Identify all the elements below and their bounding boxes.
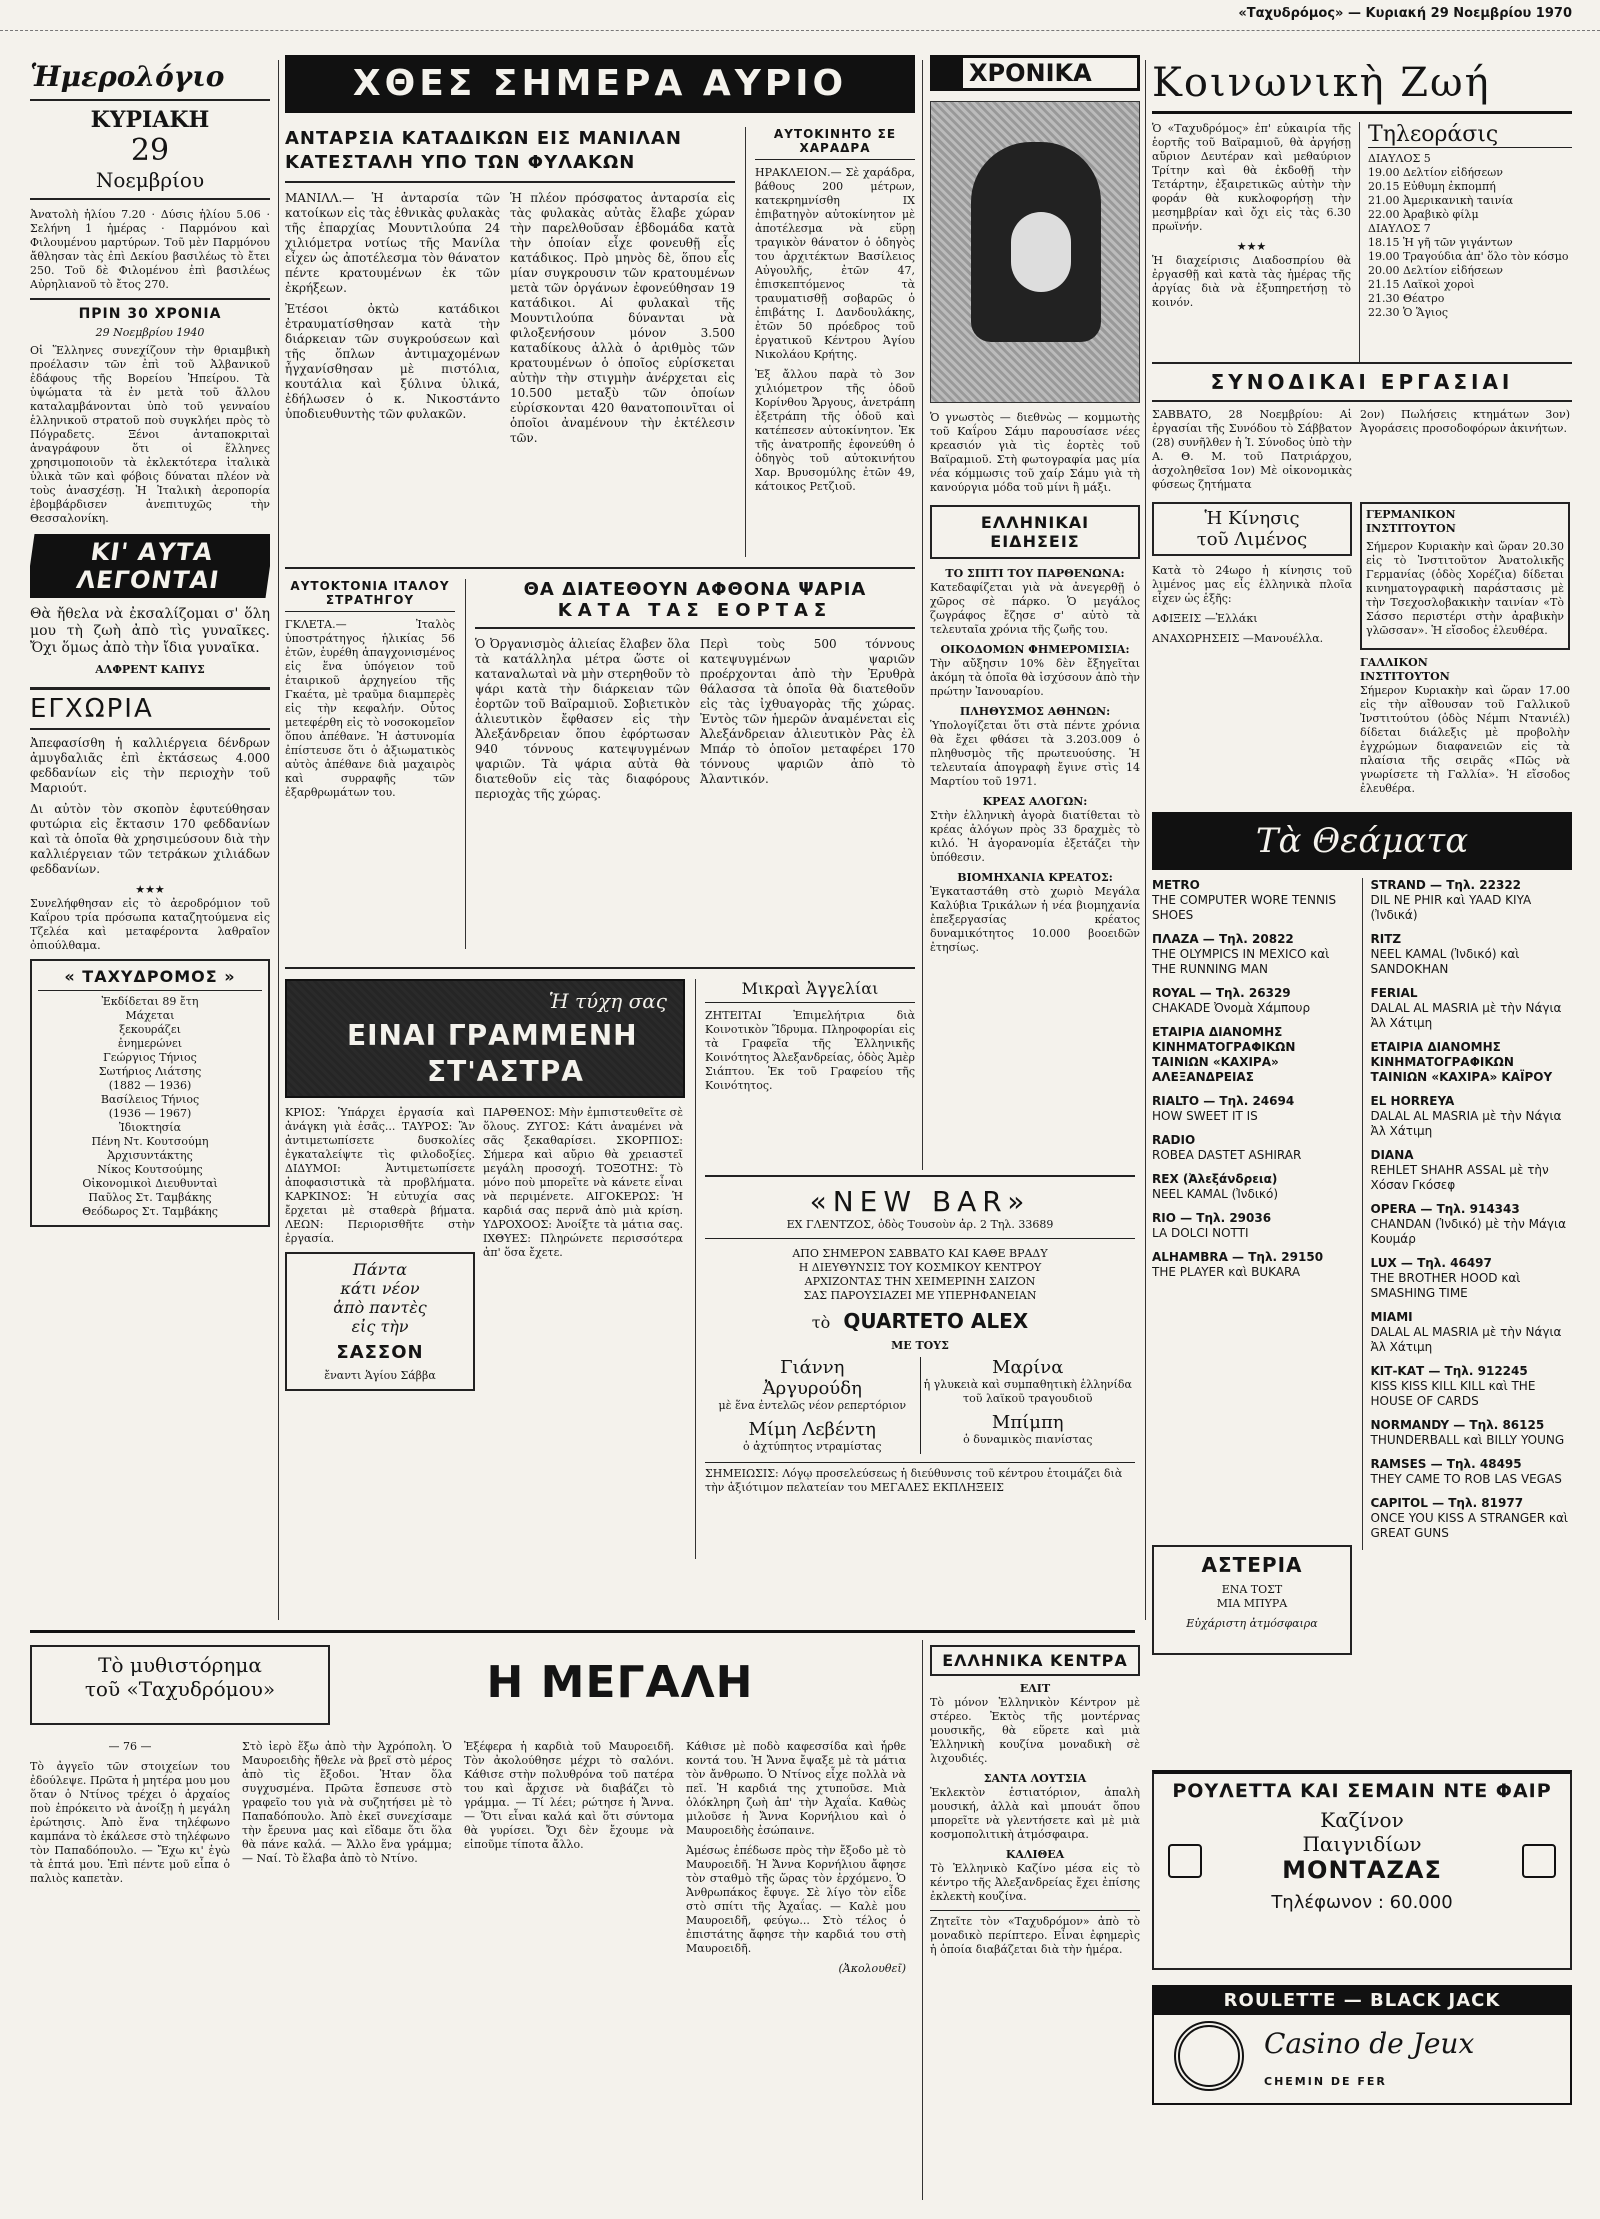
artist-4: Μπίμπη [991, 1412, 1064, 1433]
psaria-title-2: ΚΑΤΑ ΤΑΣ ΕΟΡΤΑΣ [475, 600, 915, 629]
film-title: DALAL AL MASRIA μὲ τὴν Νάγια Ἀλ Χάτιμη [1370, 1109, 1562, 1138]
germaniko-title-1: ΓΕΡΜΑΝΙΚΟΝ [1366, 508, 1456, 521]
artist-2: Μαρίνα [992, 1357, 1064, 1378]
serial-para-1: Τὸ ἀγγεῖο τῶν στοιχείων του ἐδούλεψε. Πρῶτα ἡ μητέρα μου μου ὅταν ὁ Ντίνος τρέχει ὁ ἀρχαίος ποὺ ἐπρόκειτο νὰ ἀνοίξῃ ἡ μεγάλη ἐρώτησις. Ἀπὸ ἕνα τηλέφωνο καμπάνα τὸ ἐκάλεσε στὸ τηλέφωνο τὸν Παπαδόπουλο. — Ἔχω κι' ἐγὼ τὰ ἑπτά μου. Ἐπὶ πέντε μοῦ εἶπα ὁ παλιὸς καπετὰν. [30, 1760, 230, 1885]
cinema-name: CAPITOL — Τηλ. 81977 [1370, 1496, 1524, 1510]
roulette-wheel-icon [1174, 2021, 1244, 2091]
taxydromos-title: « ΤΑΧΥΔΡΟΜΟΣ » [38, 967, 262, 991]
artist-1-desc: μὲ ἕνα ἐντελῶς νέον ρεπερτόριον [718, 1399, 907, 1412]
theamata-banner [1152, 812, 1572, 870]
credit-line: Ἀρχισυντάκτης [107, 1149, 193, 1162]
artist-3: Μίμη Λεβέντη [748, 1419, 876, 1440]
cinema-listing [1371, 1457, 1573, 1487]
egxoria-body-2: Δι αὐτὸν τὸν σκοπὸν ἐφυτεύθησαν φυτώρια εἰς ἔκτασιν 170 φεδδανίων καὶ τὰ ὁποῖα θὰ χρησιμεύσουν διὰ τὴν καλλιέργειαν τῶν τετράκων χιλιάδων φεδδανίων. [30, 802, 270, 876]
cinema-listing [1371, 1418, 1573, 1448]
horoscope [285, 979, 685, 1391]
cinema-name: RITZ [1370, 932, 1402, 946]
cinema-name: LUX — Τηλ. 46497 [1370, 1256, 1492, 1270]
serial-signature: (Ἀκολουθεῖ) [838, 1962, 906, 1975]
newbar-title: «NEW BAR» [809, 1185, 1031, 1218]
cinema-listing [1152, 1250, 1354, 1280]
cinema-listing [1371, 1040, 1573, 1085]
serial-number: — 76 — [108, 1740, 152, 1753]
taxydromos-credits [38, 995, 262, 1219]
newbar-note: ΣΗΜΕΙΩΣΙΣ: Λόγῳ προσελεύσεως ἡ διεύθυνσις τοῦ κέντρου ἑτοιμάζει διὰ τὴν ἀξιότιμον πελατείαν του ΜΕΓΑΛΕΣ ΕΚΠΛΗΞΕΙΣ [705, 1462, 1135, 1495]
tv-listing-line: ΔΙΑΥΛΟΣ 5 [1368, 152, 1431, 165]
roulette-casino-name: Casino de Jeux [1264, 2027, 1475, 2060]
day-name: ΚΥΡΙΑΚΗ [90, 107, 210, 133]
asteria-line-1: ΕΝΑ ΤΟΣΤ [1221, 1583, 1283, 1596]
cinema-name: RADIO [1152, 1133, 1196, 1147]
germaniko-body: Σήμερον Κυριακὴν καὶ ὥραν 20.30 εἰς τὸ Ἰνστιτοῦτον Ἀνατολικῆς Γερμανίας (ὁδὸς Χορέζια) δίδεται κινηματογραφικὴ παράστασις μὲ τὴν Τσεχοσλοβακικὴν ταινίαν «Τὸ Σάσσο περιστέρι στὴν ἀραβικὴν γλῶσσαν». Ἡ εἴσοδος ἐλευθέρα. [1366, 540, 1564, 637]
film-title: THE OLYMPICS IN MEXICO καὶ THE RUNNING MAN [1152, 947, 1330, 976]
serial-title: Η ΜΕΓΑΛΗ [486, 1657, 754, 1708]
horoscope-banner [285, 979, 685, 1098]
film-title: NEEL KAMAL (Ἰνδικό) [1152, 1187, 1279, 1201]
column-1 [30, 55, 270, 1620]
column-4 [1152, 55, 1572, 1620]
roulette-ad [1152, 1985, 1572, 2105]
horoscope-banner-2: ΕΙΝΑΙ ΓΡΑΜΜΕΝΗ [347, 1019, 638, 1052]
psaria-para-1: Ὁ Ὀργανισμὸς ἁλιείας ἔλαβεν ὅλα τὰ κατάλληλα μέτρα ὥστε οἱ καταναλωταὶ νὰ μὴν στερηθοῦν τὸ ψάρι κατὰ τὴν διάρκειαν τῶν ἑορτῶν τοῦ Βαϊραμιοῦ. Σοβιετικὸν ἁλιευτικὸν ἔφθασεν εἰς τὴν Ἀλεξάνδρειαν ὅπου ἐφόρτωσαν 940 τόννους κατεψυγμένων ψαριῶν. Τὰ ψάρια αὐτὰ θὰ διατεθοῦν εἰς τὰς διαφόρους περιοχὰς τῆς χώρας. [475, 637, 690, 801]
newbar-line-2: Η ΔΙΕΥΘΥΝΣΙΣ ΤΟΥ ΚΟΣΜΙΚΟΥ ΚΕΝΤΡΟΥ [798, 1261, 1042, 1274]
cinema-listing [1371, 986, 1573, 1031]
santa-head: ΣΑΝΤΑ ΛΟΥΤΣΙΑ [983, 1772, 1087, 1785]
cinema-listing [1152, 878, 1354, 923]
aggelies-title: Μικραὶ Ἀγγελίαι [705, 979, 915, 1003]
kentra-title: ΕΛΛΗΝΙΚΑ ΚΕΝΤΡΑ [930, 1645, 1140, 1676]
mikres-aggelies [705, 979, 915, 1099]
cinema-listing [1371, 1364, 1573, 1409]
hmerologio-logo: Ἡμερολόγιο [30, 55, 270, 101]
antarsia-para-2: Ἐτέσοι ὀκτὼ κατάδικοι ἐτραυματίσθησαν κατὰ τὴν διάρκειαν τῶν συγκρούσεων καὶ τῆς ὅπλων ἀντιμαχομένων ἦγχανίσθησαν μὲ πιστόλια, κουτάλια καὶ ξύλινα ὑλικά, ἐδήλωσεν ὁ κ. Νικοστάντο ὑποδιευθυντὴς τῶν φυλακῶν. [285, 302, 500, 421]
film-title: CHAKADE Ὀνομὰ Χάμπουρ [1152, 1001, 1311, 1015]
sasson-line-4: εἰς τὴν [351, 1317, 409, 1336]
artist-1-surname: Ἀργυρούδη [762, 1378, 862, 1399]
casino-line-3: ΜΟΝΤΑΖΑΣ [1282, 1856, 1442, 1884]
news-4-head: ΚΡΕΑΣ ΑΛΟΓΩΝ: [982, 795, 1088, 808]
cinema-name: RIO — Τηλ. 29036 [1152, 1211, 1272, 1225]
cinema-name: RIALTO — Τηλ. 24694 [1152, 1094, 1295, 1108]
horoscope-banner-3: ΣΤ'ΑΣΤΡΑ [427, 1055, 584, 1088]
sasson-ad [285, 1252, 475, 1391]
cinema-listing [1371, 1496, 1573, 1541]
credit-line: ξεκουράζει [119, 1023, 181, 1036]
newbar-me: ΜΕ ΤΟΥΣ [891, 1339, 949, 1352]
psaria-para-2: Περὶ τοὺς 500 τόννους κατεψυγμένων ψαριῶν προέρχονται ἀπὸ τὴν Ἐρυθρὰ θάλασσα τὰ ὁποῖα θὰ διατεθοῦν εἰς τὰς ἰχθυαγορὰς τῆς χώρας. Ἐντὸς τῶν ἡμερῶν ἀναμένεται εἰς Ἀλεξάνδρειαν ἁλιευτικὸν Ρὰς ἐλ Μπάρ τὸ ὁποῖον μεταφέρει 170 τόννους ψαριῶν ἀπὸ τὸ Ἀλαντικόν. [700, 637, 915, 786]
newbar-line-4: ΣΑΣ ΠΑΡΟΥΣΙΑΖΕΙ ΜΕ ΥΠΕΡΗΦΑΝΕΙΑΝ [803, 1289, 1037, 1302]
kiauta-body: Θὰ ἤθελα νὰ ἐκσαλίζομαι σ' ὅλη μου τὴ ζωὴ ἀπὸ τὶς γυναῖκες. Ὄχι ὅμως ἀπὸ τὴν ἴδια γυναῖκα. [30, 606, 270, 656]
zhteite: Ζητεῖτε τὸν «Ταχυδρόμον» ἀπὸ τὸ μοναδικὸ περίπτερο. Εἶναι ἐφημερὶς ἡ ὁποία διαβάζεται διὰ τὴν ἡμέρα. [930, 1910, 1140, 1957]
egxoria-stars: ★★★ [135, 883, 165, 896]
film-title: DALAL AL MASRIA μὲ τὴν Νάγια Ἀλ Χάτιμη [1370, 1001, 1562, 1030]
artist-3-desc: ὁ ἀχτύπητος ντραμίστας [743, 1440, 882, 1453]
cinema-listing [1152, 1094, 1354, 1124]
kiauta-heading [30, 534, 270, 598]
xthes-banner [285, 55, 915, 113]
serial-body [30, 1740, 930, 2200]
film-title: THUNDERBALL καὶ BILLY YOUNG [1370, 1433, 1565, 1447]
kiauta-title-1: ΚΙ' ΑΥΤΑ [88, 538, 215, 566]
news-5-head: ΒΙΟΜΗΧΑΝΙΑ ΚΡΕΑΤΟΣ: [957, 871, 1113, 884]
taxydromos-box [30, 959, 270, 1227]
horoscope-col-2: ΠΑΡΘΕΝΟΣ: Μὴν ἐμπιστευθεῖτε σὲ ὅλους. ΖΥΓΟΣ: Κάτι ἀναμένει νὰ σᾶς ξεκαθαρίσει. ΣΚΟΡΠΙΟΣ: Σήμερα καὶ αὔριο θὰ χρειαστεῖ μεγάλη προσοχή. ΤΟΞΟΤΗΣ: Τὸ μόνο ποὺ μπορεῖτε νὰ κάνετε εἶναι νὰ περιμένετε. ΑΙΓΟΚΕΡΩΣ: Ἡ καρδιά σας περνᾶ ἀπὸ μιὰ κρίση. ΥΔΡΟΧΟΟΣ: Ἀνοίξτε τὰ μάτια σας. ΙΧΘΥΕΣ: Πληρώνετε περισσότερα ἀπ' ὅσα ἔχετε. [483, 1106, 683, 1259]
egxoria-title: ΕΓΧΩΡΙΑ [30, 694, 154, 724]
film-title: LA DOLCI NOTTI [1152, 1226, 1249, 1240]
serial-para-3: Ἐξέφερα ἡ καρδιὰ τοῦ Μαυροειδῆ. Τὸν ἀκολούθησε μέχρι τὸ σαλόνι. Κάθισε στὴν πολυθρόνα τοῦ πατέρα του καὶ ἄρχισε νὰ διαβάζει τὸ γράμμα. — Τί λέει; ρώτησε ἡ Ἄννα. — Ὅτι εἶναι καλά καὶ ὅτι σύντομα θὰ γυρίσει. Ὄχι δὲν ἔχουμε νὰ εἰποῦμε τίποτα ἄλλο. [464, 1740, 674, 1851]
kiauta-title-2: ΛΕΓΟΝΤΑΙ [74, 566, 222, 594]
prin-date: 29 Νοεμβρίου 1940 [95, 326, 205, 339]
banner-text: ΧΘΕΣ ΣΗΜΕΡΑ ΑΥΡΙΟ [352, 63, 848, 104]
column-divider [465, 579, 466, 949]
cinema-listing [1371, 1148, 1573, 1193]
article-antarsia [285, 127, 735, 452]
casino-line-2: Παιγνιδίων [1302, 1832, 1422, 1856]
horoscope-col-1: ΚΡΙΟΣ: Ὑπάρχει ἐργασία καὶ ἀνάγκη γιὰ ἐσᾶς... ΤΑΥΡΟΣ: Ἂν ἀντιμετωπίσετε δυσκολίες ἐγκαταλείψτε τὶς φιλοδοξίες. ΔΙΔΥΜΟΙ: Ἀντιμετωπίσετε ἀποφασιστικὰ τὰ προβλήματα. ΚΑΡΚΙΝΟΣ: Ἡ εὐτυχία σας ἔρχεται μὲ σταθερὰ βήματα. ΛΕΩΝ: Περιορισθῆτε στὴν ἐργασία. [285, 1106, 475, 1245]
film-title: KISS KISS KILL KILL καὶ THE HOUSE OF CARDS [1370, 1379, 1536, 1408]
aggelies-body: ΖΗΤΕΙΤΑΙ Ἐπιμελήτρια διὰ Κοινοτικὸν Ἵδρυμα. Πληροφορίαι εἰς τὰ Γραφεῖα τῆς Ἑλληνικῆς Κοινότητος Ἀλεξανδρείας, ὁδὸς Ἀμὲρ Σιάπτου. Ἐκ τοῦ Γραφείου τῆς Κοινότητος. [705, 1009, 915, 1092]
ellinikai-title-1: ΕΛΛΗΝΙΚΑΙ [980, 513, 1090, 532]
film-title: ONCE YOU KISS A STRANGER καὶ GREAT GUNS [1370, 1511, 1568, 1540]
column-divider [695, 979, 696, 1559]
germaniko-title-2: ΙΝΣΤΙΤΟΥΤΟΝ [1366, 522, 1456, 535]
kinisis-body: Κατὰ τὸ 24ωρο ἡ κίνησις τοῦ λιμένος μας εἶς ἑλληνικὰ πλοῖα εἶχεν ὡς ἑξῆς: [1152, 564, 1352, 605]
tv-listing-line: 20.00 Δελτίον εἰδήσεων [1368, 264, 1503, 277]
serial-para-2: Στὸ ἱερὸ ἕξω ἀπὸ τὴν Ἀχρόπολη. Ὁ Μαυροειδὴς ἤθελε νὰ βρεῖ στὸ μέρος ἀπὸ τὶς ἔξοδοι. Ἡταν ὅλα συγχυσμένα. Πρῶτα ἔσπευσε στὸ γραφεῖο του γιὰ νὰ συζητήσει μὲ τὸ Παπαδόπουλο. Ἀπὸ ἐκεῖ συνεχίσαμε τὴν ἔρευνα μας καὶ εἴδαμε ὅτι ὅλα θὰ πάνε καλά. — Ἄλλο ἕνα γράμμα; — Ναί. Τὸ ἔλαβα ἀπὸ τὸ Ντίνο. [242, 1740, 452, 1865]
article-row-1 [285, 127, 915, 567]
antarsia-para-3: Ἡ πλέον πρόσφατος ἀνταρσία εἰς τὰς φυλακὰς αὐτὰς ἔλαβε χώραν τὴν παρελθοῦσαν ἑβδομάδα κατὰ τὴν ὁποίαν εἶχε φονευθῇ εἷς κατάδικος. Πρὸ μηνὸς δὲ, ὅπου εἷς μίαν συγκρουσιν τῶν κρατουμένων μετὰ τῶν ὀργάνων ἐφονεύθησαν 19 κατάδικοι. Αἱ φυλακαὶ τῆς Μουντιλούπα δύνανται νὰ φιλοξενήσουν μόνον 3.500 καταδίκους ἀλλὰ ὁ ἀριθμὸς τῶν κρατουμένων ὁ ὁποῖος εὑρίσκεται αὐτὴν τὴν στιγμὴν ἀνέρχεται εἰς 10.500 μεταξὺ τῶν ὁποίων εὑρίσκονται 420 θανατοποινῖται οἱ ὁποῖοι ἀναμένουν τὴν ἐκτέλεσιν τῶν. [510, 191, 735, 445]
casino-ad [1152, 1770, 1572, 1970]
news-2: Τὴν αὔξησιν 10% δὲν ἔξηγεῖται ἀκόμη τὰ ὁποῖα θὰ ἰσχύσουν ἀπὸ τὴν πρώτην Ἰανουαρίου. [930, 657, 1140, 698]
column-divider [1145, 60, 1146, 1620]
kiauta-author: ΑΛΦΡΕΝΤ ΚΑΠΥΣ [95, 663, 205, 676]
film-title: ROBEA DASTET ASHIRAR [1152, 1148, 1302, 1162]
news-3: Ὑπολογίζεται ὅτι στὰ πέντε χρόνια θὰ ἔχει φθάσει τὰ 3.203.009 ὁ πληθυσμὸς τῆς πρωτευούσης. Ἡ τελευταία ἀπογραφὴ ἔγινε στὶς 14 Μαρτίου τοῦ 1971. [930, 719, 1140, 788]
serial-para-4: Κάθισε μὲ ποδὸ καφεσσίδα καὶ ἦρθε κοντά του. Ἡ Ἄννα ἔψαξε μὲ τὰ μάτια τὸν ἄνθρωπο. Ὁ Ντίνος εἶχε πολλὰ νὰ πεῖ. Ἡ καρδιά της χτυποῦσε. Μιὰ ὁλόκληρη ζωὴ ἀπ' τὴν Ἀχαΐα. Καθὼς μιλοῦσε ἡ Ἄννα Κορνήλιου καὶ ὁ Μαυροειδὴς ἐσώπαινε. [686, 1740, 906, 1837]
cinema-name: ΚΙΤ-ΚΑΤ — Τηλ. 912245 [1370, 1364, 1528, 1378]
artist-2-desc: ἡ γλυκειὰ καὶ συμπαθητικὴ ἑλληνίδα τοῦ λαϊκοῦ τραγουδιοῦ [923, 1378, 1132, 1405]
credit-line: Πένη Ντ. Κουτσούμη [91, 1135, 209, 1148]
newbar-to: τὸ [811, 1313, 831, 1332]
synodikai-body: ΣΑΒΒΑΤΟ, 28 Νοεμβρίου: Αἱ ἐργασίαι τῆς Συνόδου τὸ Σάββατον (28) συνῆλθεν ἡ Ἱ. Σύνοδος ὑπὸ τὴν Α. Θ. Μ. τοῦ Πατριάρχου, ἀσχοληθεῖσα 1ον) Μὲ οἰκονομικὰς φύσεως ζητήματα [1152, 408, 1352, 491]
kinisis-anaxoriseis: ΑΝΑΧΩΡΗΣΕΙΣ —Μανουέλλα. [1152, 632, 1324, 645]
koinoniki-stars: ★★★ [1236, 240, 1267, 253]
roulette-title: ΡΟΥΛΕΤΤΑ ΚΑΙ ΣΕΜΑΙΝ ΝΤΕ ΦΑΙΡ [1172, 1780, 1552, 1802]
film-title: REHLET SHAHR ASSAL μὲ τὴν Χόσαν Γκόσεφ [1370, 1163, 1549, 1192]
credit-line: Ἰδιοκτησία [118, 1121, 182, 1134]
ellinikai-news [930, 567, 1140, 955]
credit-line: Νίκος Κουτσούμης [97, 1163, 203, 1176]
cinema-name: ΕΤΑΙΡΙΑ ΔΙΑΝΟΜΗΣ ΚΙΝΗΜΑΤΟΓΡΑΦΙΚΩΝ ΤΑΙΝΙΩΝ «ΚΑΧΙΡΑ» ΑΛΕΞΑΝΔΡΕΙΑΣ [1152, 1025, 1296, 1084]
asteria-line-2: ΜΙΑ ΜΠΥΡΑ [1216, 1597, 1288, 1610]
ellinikai-box [930, 505, 1140, 559]
date-block [30, 101, 270, 200]
elit-body: Τὸ μόνον Ἑλληνικὸν Κέντρον μὲ στέρεο. Ἐκτὸς τῆς μοντέρνας μουσικῆς, θὰ εὕρετε καὶ μιὰ Ἑλληνικὴ κουζίνα μοναδικὴ σὲ λιχουδιές. [930, 1696, 1140, 1765]
synodikai-title: ΣΥΝΟΔΙΚΑΙ ΕΡΓΑΣΙΑΙ [1152, 362, 1572, 402]
column-divider [922, 1640, 923, 2200]
prin-body: Οἱ Ἕλληνες συνεχίζουν τὴν θριαμβικὴ προέλασιν τῶν ἐπὶ τοῦ Ἀλβανικοῦ ἐδάφους τῆς Βορείου Ἠπείρου. Τὰ ὑψώματα τὰ ἐν μετὰ τοῦ ἄλλου καταλαμβάνονται ὑπὸ τοῦ γενναίου ἑλληνικοῦ στρατοῦ ποὺ συγκλήει πρὸς τὸ Πόγραδετς. Ξένοι ἀνταποκριταὶ ἀναγράφουν ὅτι οἱ ἕλληνες χρησιμοποιοῦν τὰ ἐκλεκτότερα ἰταλικὰ ὑλικὰ τῶν καὶ φόβοις δύναται πλέον νὰ τοὺς ἀνασχέσῃ. Ἡ Ἰταλικὴ ἀεροπορία ἐβομβάρδισεν ἀνεπιτυχῶς τὴν Θεσσαλονίκη. [30, 344, 270, 525]
credit-line: Ἐκδίδεται 89 ἔτη [101, 995, 199, 1008]
cinema-listing [1371, 1256, 1573, 1301]
dice-icon [1168, 1844, 1202, 1878]
column-divider [922, 60, 923, 1170]
kinisis-title-2: τοῦ Λιμένος [1196, 529, 1308, 550]
serial-box-line-1: Τὸ μυθιστόρημα [98, 1653, 262, 1677]
column-3 [930, 55, 1140, 1170]
galliko-title-2: ΙΝΣΤΙΤΟΥΤΟΝ [1360, 670, 1450, 683]
serial-box [30, 1645, 330, 1725]
kalithea-body: Τὸ Ἑλληνικὸ Καζίνο μέσα εἰς τὸ κέντρο τῆς Ἀλεξανδρείας ἔχει ἐπίσης ἐκλεκτὴ κουζίνα. [930, 1862, 1140, 1903]
koinoniki-body: Ὁ «Ταχυδρόμος» ἐπ' εὐκαιρία τῆς ἑορτῆς τοῦ Βαϊραμιοῦ, θὰ ἀργήσῃ αὔριον Δευτέραν καὶ μεθαύριον Τρίτην καὶ θὰ ἐκδοθῇ τὴν Τετάρτην, ἐξαιρετικῶς αὐτὴν τὴν φοράν θὰ κυκλοφορήσῃ τὴν μεσημβρίαν καὶ ὄχι εἰς τὰς 6.30 πρωϊνήν. [1152, 122, 1352, 233]
santa-body: Ἐκλεκτὸν ἑστιατόριον, ἀπαλὴ μουσική, ἀλλὰ καὶ μπουάτ ὅπου μπορεῖτε νὰ γλεντήσετε καὶ μὲ μιὰ κοσμοπολιτικὴ ἀτμόσφαιρα. [930, 1786, 1140, 1841]
asteria-title: ΑΣΤΕΡΙΑ [1201, 1553, 1303, 1577]
cinema-name: DIANA [1370, 1148, 1414, 1162]
koinoniki-zoi-heading: Κοινωνικὴ Ζωή [1152, 55, 1572, 114]
column-divider [745, 127, 746, 557]
column-divider [278, 60, 279, 1620]
sasson-line-1: Πάντα [352, 1260, 408, 1279]
article-autoktonia [285, 579, 455, 806]
cinema-name: MIAMI [1370, 1310, 1413, 1324]
tv-listings [1368, 152, 1572, 320]
germaniko-box [1360, 502, 1570, 650]
article-psaria [475, 579, 915, 808]
credit-line: Μάχεται [125, 1009, 175, 1022]
cinema-name: EL HORREYA [1370, 1094, 1455, 1108]
film-title: THE BROTHER HOOD καὶ SMASHING TIME [1370, 1271, 1521, 1300]
cinema-name: ROYAL — Τηλ. 26329 [1152, 986, 1291, 1000]
theamata-title: Τὰ Θεάματα [1255, 821, 1469, 861]
newbar-line-3: ΑΡΧΙΖΟΝΤΑΣ ΤΗΝ ΧΕΙΜΕΡΙΝΗ ΣΑΙΖΟΝ [804, 1275, 1036, 1288]
antarsia-title-2: ΚΑΤΕΣΤΑΛΗ ΥΠΟ ΤΩΝ ΦΥΛΑΚΩΝ [285, 151, 735, 183]
kinisis-title-1: Ἡ Κίνησις [1204, 508, 1300, 529]
kinisis-box [1152, 502, 1352, 556]
cinema-listing [1152, 986, 1354, 1016]
xaradra-title: ΑΥΤΟΚΙΝΗΤΟ ΣΕ ΧΑΡΑΔΡΑ [755, 127, 915, 160]
news-2-head: ΟΙΚΟΔΟΜΩΝ ΦΗΜΕΡΟΜΙΣΙΑ: [940, 643, 1130, 656]
almanac-text: Ἀνατολὴ ἡλίου 7.20 · Δύσις ἡλίου 5.06 · Σελήνη 1 ἡμέρας · Παρμόνου καὶ Φιλουμένου μαρτύρων. Τοῦ μὲν Παρμόνου ἄθλησαν τὰς ἐπὶ Δεκίου βασιλέως τὸ ἔτει 250. Τοῦ δὲ Φιλομένου ἐπὶ βασιλέως Αὐρηλιανοῦ τὸ ἔτος 270. [30, 208, 270, 291]
cinema-name: STRAND — Τηλ. 22322 [1370, 878, 1522, 892]
film-title: THEY CAME TO ROB LAS VEGAS [1370, 1472, 1562, 1486]
film-title: DALAL AL MASRIA μὲ τὴν Νάγια Ἀλ Χάτιμη [1370, 1325, 1562, 1354]
credit-line: Γεώργιος Τήνιος [103, 1051, 197, 1064]
film-title: NEEL KAMAL (Ἰνδικό) καὶ SANDOKHAN [1370, 947, 1520, 976]
article-row-2 [285, 567, 915, 967]
dice-icon [1522, 1844, 1556, 1878]
cinema-listing [1371, 1310, 1573, 1355]
roulette-footer: CHEMIN DE FER [1264, 2075, 1387, 2088]
article-xaradra [755, 127, 915, 500]
credit-line: ἐνημερώνει [117, 1037, 183, 1050]
tv-listing-line: 21.30 Θέατρο [1368, 292, 1445, 305]
casino-line-1: Καζίνον [1320, 1808, 1404, 1832]
artist-4-desc: ὁ δυναμικὸς πιανίστας [963, 1433, 1093, 1446]
ellinikai-title-2: ΕΙΔΗΣΕΙΣ [990, 532, 1080, 551]
egxoria-body-1: Ἀπεφασίσθη ἡ καλλιέργεια δένδρων ἀμυγδαλιᾶς ἐπὶ ἐκτάσεως 4.000 φεδδανίων εἰς τὴν περιοχὴν τοῦ Μαριούτ. [30, 736, 270, 795]
film-title: DIL NE PHIR καὶ YAAD KIYA (Ἰνδικά) [1370, 893, 1532, 922]
credit-line: Βασίλειος Τήνιος [100, 1093, 200, 1106]
tv-listing-line: 20.15 Εὐθυμη ἐκπομπή [1368, 180, 1496, 193]
film-title: HOW SWEET IT IS [1152, 1109, 1258, 1123]
tv-listing-line: 18.15 Ἡ γῆ τῶν γιγάντων [1368, 236, 1513, 249]
newbar [705, 1175, 1135, 1545]
film-title: THE PLAYER καὶ BUKARA [1152, 1265, 1301, 1279]
cinema-name: OPERA — Τηλ. 914343 [1370, 1202, 1520, 1216]
section-rule [30, 1630, 1135, 1633]
photo-caption: Ὁ γνωστὸς — διεθνὼς — κομμωτὴς τοῦ Καΐρου Σάμυ παρουσίασε νέες κρεασιόν γιὰ τὶς ἑορτὲς τοῦ Βαϊραμιοῦ. Στὴ φωτογραφία μας μία νέα κόμμωσις τοῦ χαίρ Σάμυ γιὰ τὴ κανούργια μόδα τοῦ μίνι ἢ μάξι. [930, 411, 1140, 494]
cinema-listing [1371, 1202, 1573, 1247]
asteria-line-3: Εὐχάριστη ἀτμόσφαιρα [1186, 1617, 1318, 1630]
sasson-line-3: ἀπὸ παντὲς [333, 1298, 427, 1317]
portrait-face [1011, 212, 1071, 292]
cinema-name: METRO [1152, 878, 1200, 892]
cinema-name: ΕΤΑΙΡΙΑ ΔΙΑΝΟΜΗΣ ΚΙΝΗΜΑΤΟΓΡΑΦΙΚΩΝ ΤΑΙΝΙΩΝ «ΚΑΧΙΡΑ» ΚΑΪΡΟΥ [1370, 1040, 1553, 1084]
xronika-heading [930, 55, 1140, 91]
xronika-title: ΧΡΟΝΙΚΑ [969, 59, 1092, 87]
kalithea-head: ΚΑΛΙΘΕΑ [1005, 1848, 1065, 1861]
antarsia-title-1: ΑΝΤΑΡΣΙΑ ΚΑΤΑΔΙΚΩΝ ΕΙΣ ΜΑΝΙΛΑΝ [285, 128, 682, 149]
tv-listing-line: 22.00 Ἀραβικὸ φίλμ [1368, 208, 1479, 221]
photo-hairstyle [930, 101, 1140, 403]
news-5: Ἐγκαταστάθη στὸ χωριὸ Μεγάλα Καλύβια Τρικάλων ἡ νέα βιομηχανία ἐπεξεργασίας κρέατος δυναμικότητος 10.000 βοοειδῶν ἐτησίως. [930, 885, 1140, 954]
xaradra-para-1: ΗΡΑΚΛΕΙΟΝ.— Σὲ χαράδρα, βάθους 200 μέτρων, κατεκρημνίσθη ΙΧ ἐπιβατηγὸν αὐτοκίνητον μὲ ἀποτέλεσμα νὰ εὕρῃ τραγικὸν θάνατον ὁ ὁδηγὸς του ἀρχιτέκτων Βασίλειος Αὐγουλῆς, ἐτῶν 47, ἐπισκεπτόμενος τὰ τραυματισθῇ σοβαρῶς ὁ ἐπιβάτης Ι. Δανδουλάκης, ἐτῶν 50 πρόεδρος τοῦ ἐργατικοῦ Κέντρου Ἁγίου Νικολάου Κρήτης. [755, 166, 915, 361]
artist-1: Γιάννη [780, 1357, 845, 1378]
credit-line: (1882 — 1936) [108, 1079, 192, 1092]
kinisis-afixeis: ΑΦΙΞΕΙΣ —Ἑλλάκι [1152, 612, 1258, 625]
xaradra-para-2: Ἐξ ἄλλου παρὰ τὸ 3ον χιλιόμετρον τῆς ὁδοῦ Κορίνθου Ἄργους, ἀνετράπη ἐξετράπη τῆς ὁδοῦ καὶ κατέπεσεν αὐτοκίνητον. Ἐκ τῆς ἀνατροπῆς ἐφονεύθη ὁ ὁδηγὸς τοῦ αὐτοκινήτου Χαρ. Βρυσομύλης ἐτῶν 49, κάτοικος Ρετζιοῦ. [755, 368, 915, 493]
newbar-band: QUARTETO ALEX [843, 1309, 1029, 1333]
tv-listing-line: 21.15 Λαϊκοὶ χοροὶ [1368, 278, 1475, 291]
credit-line: (1936 — 1967) [108, 1107, 192, 1120]
asteria-box [1152, 1545, 1352, 1655]
antarsia-para-1: ΜΑΝΙΛΛ.— Ἡ ἀνταρσία τῶν κατοίκων εἰς τὰς ἐθνικὰς φυλακὰς τῆς ἐπαρχίας Μουντιλούπα 24 χιλιόμετρα νοτίως τῆς Μανίλα εἶχεν ὡς ἀποτέλεσμα τὸν θάνατον πέντε κρατουμένων ἐκ τῶν ἐκρήξεων. [285, 191, 500, 295]
news-1-head: ΤΟ ΣΠΙΤΙ ΤΟΥ ΠΑΡΘΕΝΩΝΑ: [945, 567, 1125, 580]
tv-listing-line: 22.30 Ὁ Ἅγιος [1368, 306, 1449, 319]
casino-telephone: Τηλέφωνον : 60.000 [1271, 1892, 1453, 1913]
cinema-listing [1152, 1133, 1354, 1163]
day-number: 29 [130, 133, 170, 168]
films-right [1371, 878, 1573, 1550]
credit-line: Παῦλος Στ. Ταμβάκης [88, 1191, 212, 1204]
autoktonia-title: ΑΥΤΟΚΤΟΝΙΑ ΙΤΑΛΟΥ ΣΤΡΑΤΗΓΟΥ [285, 579, 455, 612]
cinema-name: ALHAMBRA — Τηλ. 29150 [1152, 1250, 1324, 1264]
credit-line: Σωτήριος Λιάτσης [98, 1065, 202, 1078]
credit-line: Θεόδωρος Στ. Ταμβάκης [82, 1205, 218, 1218]
autoktonia-body: ΓΚΛΕΤΑ.— Ἰταλὸς ὑποστράτηγος ἡλικίας 56 ἐτῶν, ἐυρέθη ἀπαγχονισμένος εἰς ἕνα ὑπόγειον τοῦ ἑταιρικοῦ ἀρχηγείου τῆς Γκαέτα, μὲ τραῦμα διαμπερὲς εἰς τὴν κεφαλήν. Οὗτος μετεφέρθη εἰς τὸ νοσοκομεῖον ὅπου ἀπέθανε. Ἡ ἀστυνομία ἐπίστευσε ὅτι ὁ ἀξιωματικὸς αὐτὸς ἀπέθανε διὰ μαχαιρὸς καὶ συρραφῆς τῶν ἐξαρθρωμάτων του. [285, 618, 455, 799]
galliko-body: Σήμερον Κυριακὴν καὶ ὥραν 17.00 εἰς τὴν αἴθουσαν τοῦ Γαλλικοῦ Ἰνστιτούτου (ὁδὸς Νέμπι Ντανιέλ) δίδεται διάλεξις μὲ προβολὴν ἐγχρώμων διαφανειῶν εἰς τὰ πλαίσια τῆς σειρᾶς «Πῶς νὰ γνωρίσετε τὴ Γαλλία». Ἡ εἴσοδος ἐλευθέρα. [1360, 684, 1570, 795]
kentra-column [930, 1645, 1140, 2205]
tv-listing-line: 19.00 Δελτίον εἰδήσεων [1368, 166, 1503, 179]
cinema-name: FERIAL [1370, 986, 1418, 1000]
tv-listing-line: ΔΙΑΥΛΟΣ 7 [1368, 222, 1431, 235]
psaria-title-1: ΘΑ ΔΙΑΤΕΘΟΥΝ ΑΦΘΟΝΑ ΨΑΡΙΑ [523, 579, 867, 600]
sasson-line-6: ἔναντι Ἁγίου Σάββα [324, 1369, 436, 1382]
newbar-line-1: ΑΠΟ ΣΗΜΕΡΟΝ ΣΑΒΒΑΤΟ ΚΑΙ ΚΑΘΕ ΒΡΑΔΥ [792, 1247, 1048, 1260]
cinema-listing [1152, 932, 1354, 977]
film-title: THE COMPUTER WORE TENNIS SHOES [1152, 893, 1337, 922]
tv-listing-line: 19.00 Τραγούδια ἀπ' ὅλο τὸν κόσμο [1368, 250, 1569, 263]
news-4: Στὴν ἑλληνικὴ ἀγορὰ διατίθεται τὸ κρέας ἀλόγων πρὸς 33 δραχμὲς τὸ κιλό. Ἡ ἀγορανομία ἐξετάζει τὴν ὑπόθεσιν. [930, 809, 1140, 864]
cinema-listing [1371, 932, 1573, 977]
roulette-banner: ROULETTE — BLACK JACK [1154, 1987, 1570, 2015]
koinoniki-body-2: Ἡ διαχείρισις Διαδοσπρίου θὰ ἐργασθῇ καὶ κατὰ τὰς ἡμέρας τῆς ἀργίας διὰ νὰ ἐξυπηρετήσῃ τὸ κοινόν. [1152, 254, 1352, 309]
cinema-listing [1152, 1172, 1354, 1202]
masthead-date: «Ταχυδρόμος» — Κυριακή 29 Νοεμβρίου 1970 [1238, 6, 1572, 21]
film-title: CHANDAN (Ἰνδικό) μὲ τὴν Μάγια Κουμάρ [1370, 1217, 1566, 1246]
cinema-name: ΠΛΑΖΑ — Τηλ. 20822 [1152, 932, 1294, 946]
credit-line: Οἰκονομικοὶ Διευθυνταὶ [82, 1177, 218, 1190]
news-1: Κατεδαφίζεται γιὰ νὰ ἀνεγερθῇ ὁ χῶρος σὲ πάρκο. Ὁ μεγάλος ζωγράφος ἔζησε σ' αὐτὸ τὰ τελευταῖα χρόνια τῆς ζωῆς του. [930, 581, 1140, 636]
egxoria-heading [30, 687, 270, 730]
month-name: Νοεμβρίου [95, 168, 205, 192]
xronika-box-icon [933, 58, 963, 88]
cinema-name: NORMANDY — Τηλ. 86125 [1370, 1418, 1545, 1432]
sasson-line-5: ΣΑΣΣΟΝ [336, 1342, 424, 1363]
cinema-name: RAMSES — Τηλ. 48495 [1370, 1457, 1522, 1471]
horoscope-banner-1: Ἡ τύχη σας [548, 989, 667, 1013]
cinema-name: REX (Ἀλεξάνδρεια) [1152, 1172, 1278, 1186]
tv-title: Τηλεοράσις [1368, 122, 1572, 148]
cinema-listing [1152, 1025, 1354, 1085]
elit-head: ΕΛΙΤ [1019, 1682, 1051, 1695]
cinema-listing [1371, 878, 1573, 923]
cinema-listing [1371, 1094, 1573, 1139]
prin-title: ΠΡΙΝ 30 ΧΡΟΝΙΑ [30, 298, 270, 322]
newbar-address: ΕΧ ΓΛΕΝΤΖΟΣ, ὁδὸς Τουσοὺν ἀρ. 2 Τηλ. 33689 [705, 1218, 1135, 1239]
serial-para-5: Ἀμέσως ἐπέδωσε πρὸς τὴν ἔξοδο μὲ τὸ Μαυροειδῆ. Ἡ Ἄννα Κορνήλιου ἄφησε τὸν σταθμὸ τῆς ὥρας τὸν ἐρχόμενο. Ὁ Ἀνθρωπάκος ἔφυγε. Σὲ λίγο τὸν εἶδε στὸ σπίτι τῆς Ἀχαΐας. — Καλὲ μου Μαυροειδῆ, φεύγω... Στὸ τέλος ὁ ἐπιστάτης ἄφησε τὴν καρδιά του στὴ Μαυροειδῆ. [686, 1844, 906, 1955]
films-left [1152, 878, 1354, 1550]
cinema-listing [1152, 1211, 1354, 1241]
masthead-strip [0, 0, 1600, 31]
egxoria-body-3: Συνελήφθησαν εἰς τὸ ἀεροδρόμιον τοῦ Καΐρου τρία πρόσωπα καταζητούμενα εἰς Τζελέα καὶ μεταφέροντα λαθραῖον ὀπιούλθαμα. [30, 897, 270, 952]
serial-box-line-2: τοῦ «Ταχυδρόμου» [84, 1677, 276, 1701]
galliko-title-1: ΓΑΛΛΙΚΟΝ [1360, 656, 1428, 669]
synodikai-body-2: 2ον) Πωλήσεις κτημάτων 3ον) Ἀγοράσεις προσοδοφόρων ἀκινήτων. [1360, 408, 1570, 435]
sasson-line-2: κάτι νέον [340, 1279, 420, 1298]
tv-listing-line: 21.00 Ἀμερικανικὴ ταινία [1368, 194, 1514, 207]
news-3-head: ΠΛΗΘΥΣΜΟΣ ΑΘΗΝΩΝ: [959, 705, 1111, 718]
